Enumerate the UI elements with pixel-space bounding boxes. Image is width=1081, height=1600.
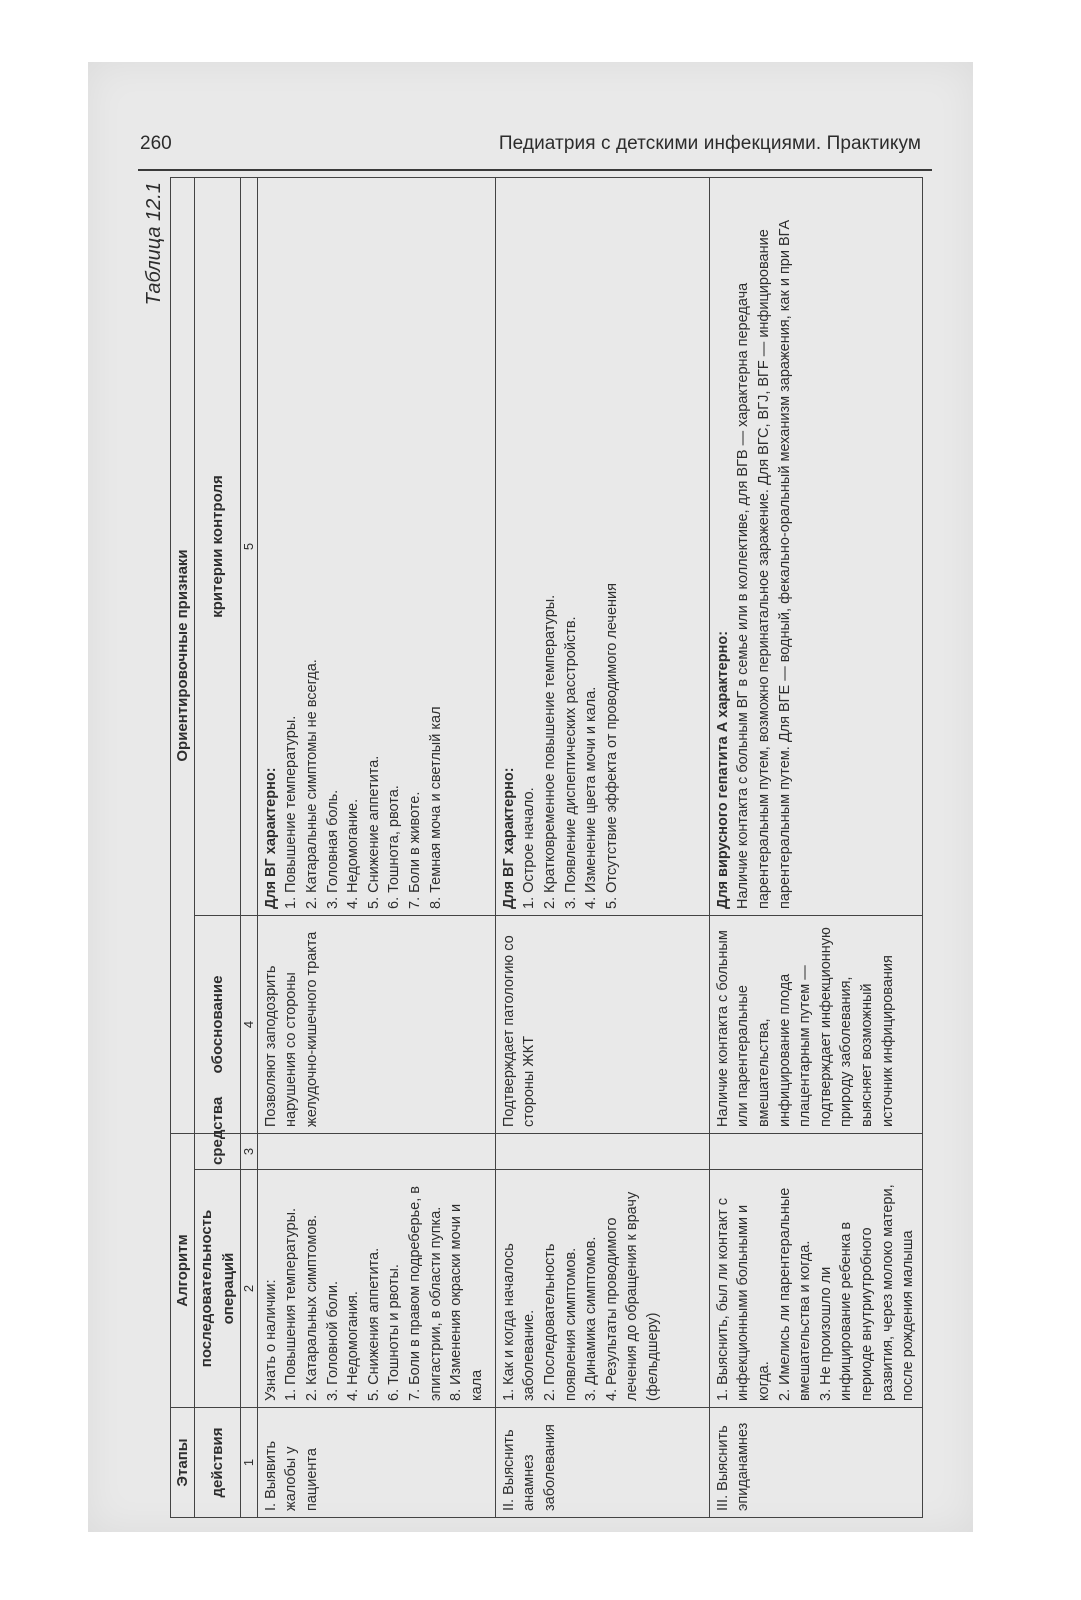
table-row	[709, 178, 922, 1518]
justification-cell: Позволяют заподозрить нарушения со стороны желудочно-кишечного тракта	[262, 931, 321, 1127]
stage-cell: I. Выявить жалобы у пациента	[262, 1440, 321, 1511]
criteria-heading: Для ВГ характерно:	[262, 767, 279, 909]
list-item: 1. Как и когда началось заболевание.	[500, 1243, 538, 1401]
list-item: 1. Повышение температуры.	[283, 715, 300, 909]
table-row	[257, 178, 495, 1518]
list-item: 5. Снижение аппетита.	[365, 755, 382, 909]
list-item: 2. Катаральные симптомы не всегда.	[304, 659, 321, 909]
list-item: 2. Последовательность появления симптомов.	[542, 1243, 579, 1401]
list-item: 8. Изменения окраски мочи и кала	[448, 1203, 485, 1401]
list-item: 8. Темная моча и светлый кал	[427, 706, 444, 909]
means-cell	[257, 1134, 495, 1170]
col-number: 2	[240, 1170, 257, 1408]
means-cell	[709, 1134, 922, 1170]
header-stages: Этапы	[171, 1408, 195, 1518]
criteria-heading: Для ВГ характерно:	[500, 767, 517, 909]
col-number: 1	[240, 1408, 257, 1518]
header-signs: Ориентировочные признаки	[171, 178, 195, 1134]
list-item: 1. Повышения температуры.	[283, 1207, 300, 1401]
header-criteria: критерии контроля	[195, 178, 241, 916]
col-number: 5	[240, 178, 257, 916]
criteria-heading: Для вирусного гепатита А характерно:	[714, 630, 731, 909]
list-item: Наличие контакта с больным ВГ в семье или в коллективе, для ВГВ — характерна передача парентеральным путем, возможно перинатальное заражение. Для ВГС, ВГJ, ВГF — инфицирование парентеральным путем. Для ВГЕ — водный, фекально-оральный механизм заражения, как и при ВГА	[735, 219, 793, 909]
list-item: 3. Головной боли.	[324, 1281, 341, 1401]
header-means: средства	[195, 1134, 241, 1170]
list-item: 5. Отсутствие эффекта от проводимого лечения	[603, 582, 620, 909]
header-rule	[138, 169, 932, 171]
list-item: 2. Катаральных симптомов.	[304, 1214, 321, 1401]
list-item: 3. Головная боль.	[324, 789, 341, 909]
header-actions: действия	[195, 1408, 241, 1518]
list-item: 1. Острое начало.	[521, 787, 538, 909]
header-justification: обоснование	[195, 916, 241, 1134]
list-item: 4. Недомогания.	[345, 1291, 362, 1401]
list-item: 2. Кратковременное повышение температуры.	[542, 594, 559, 909]
header-algorithm: Алгоритм	[171, 1134, 195, 1408]
list-item: 5. Снижения аппетита.	[365, 1247, 382, 1401]
list-item: 7. Боли в животе.	[406, 791, 423, 909]
table-row	[495, 178, 709, 1518]
list-item: 4. Изменение цвета мочи и кала.	[583, 686, 600, 909]
col-number: 3	[240, 1134, 257, 1170]
stage-cell: II. Выяснить анамнез заболевания	[500, 1424, 559, 1511]
header-operations: последовательность операций	[195, 1170, 241, 1408]
list-item: 1. Выяснить, был ли контакт с инфекционными больными и когда.	[714, 1197, 773, 1401]
means-cell	[495, 1134, 709, 1170]
list-item: 2. Имелись ли парентеральные вмешательства и когда.	[776, 1187, 814, 1401]
page-number: 260	[140, 133, 172, 154]
running-title: Педиатрия с детскими инфекциями. Практикум	[498, 133, 921, 154]
list-item: 4. Недомогание.	[345, 798, 362, 909]
list-item: 6. Тошнота, рвота.	[386, 785, 403, 909]
rotated-table	[140, 178, 920, 1518]
justification-cell: Подтверждает патологию со стороны ЖКТ	[500, 935, 538, 1127]
col-number: 4	[240, 916, 257, 1134]
column-numbers-row	[240, 178, 257, 1518]
list-item: 6. Тошноты и рвоты.	[386, 1264, 403, 1401]
list-item: 7. Боли в правом подреберье, в эпигастрии, в области пупка.	[406, 1186, 444, 1401]
justification-cell: Наличие контакта с больным или парентеральные вмешательства, инфицирование плода плацентарным путем — подтверждает инфекционную природу заболевания, выясняет возможный источник инфицирования	[714, 927, 896, 1127]
ops-intro: Узнать о наличии:	[262, 1279, 279, 1401]
list-item: 4. Результаты проводимого лечения до обращения к врачу (фельдшеру)	[603, 1191, 661, 1401]
list-item: 3. Появление диспептических расстройств.	[562, 616, 579, 909]
algorithm-table	[170, 177, 923, 1518]
stage-cell: III. Выяснить эпиданамнез	[714, 1422, 752, 1511]
list-item: 3. Динамика симптомов.	[583, 1236, 600, 1401]
table-caption: Таблица 12.1	[143, 182, 165, 306]
list-item: 3. Не произошло ли инфицирование ребенка в периоде внутриутробного развития, через молоко матери, после рождения малыша	[817, 1184, 917, 1401]
rotated-table-area	[140, 178, 920, 1518]
